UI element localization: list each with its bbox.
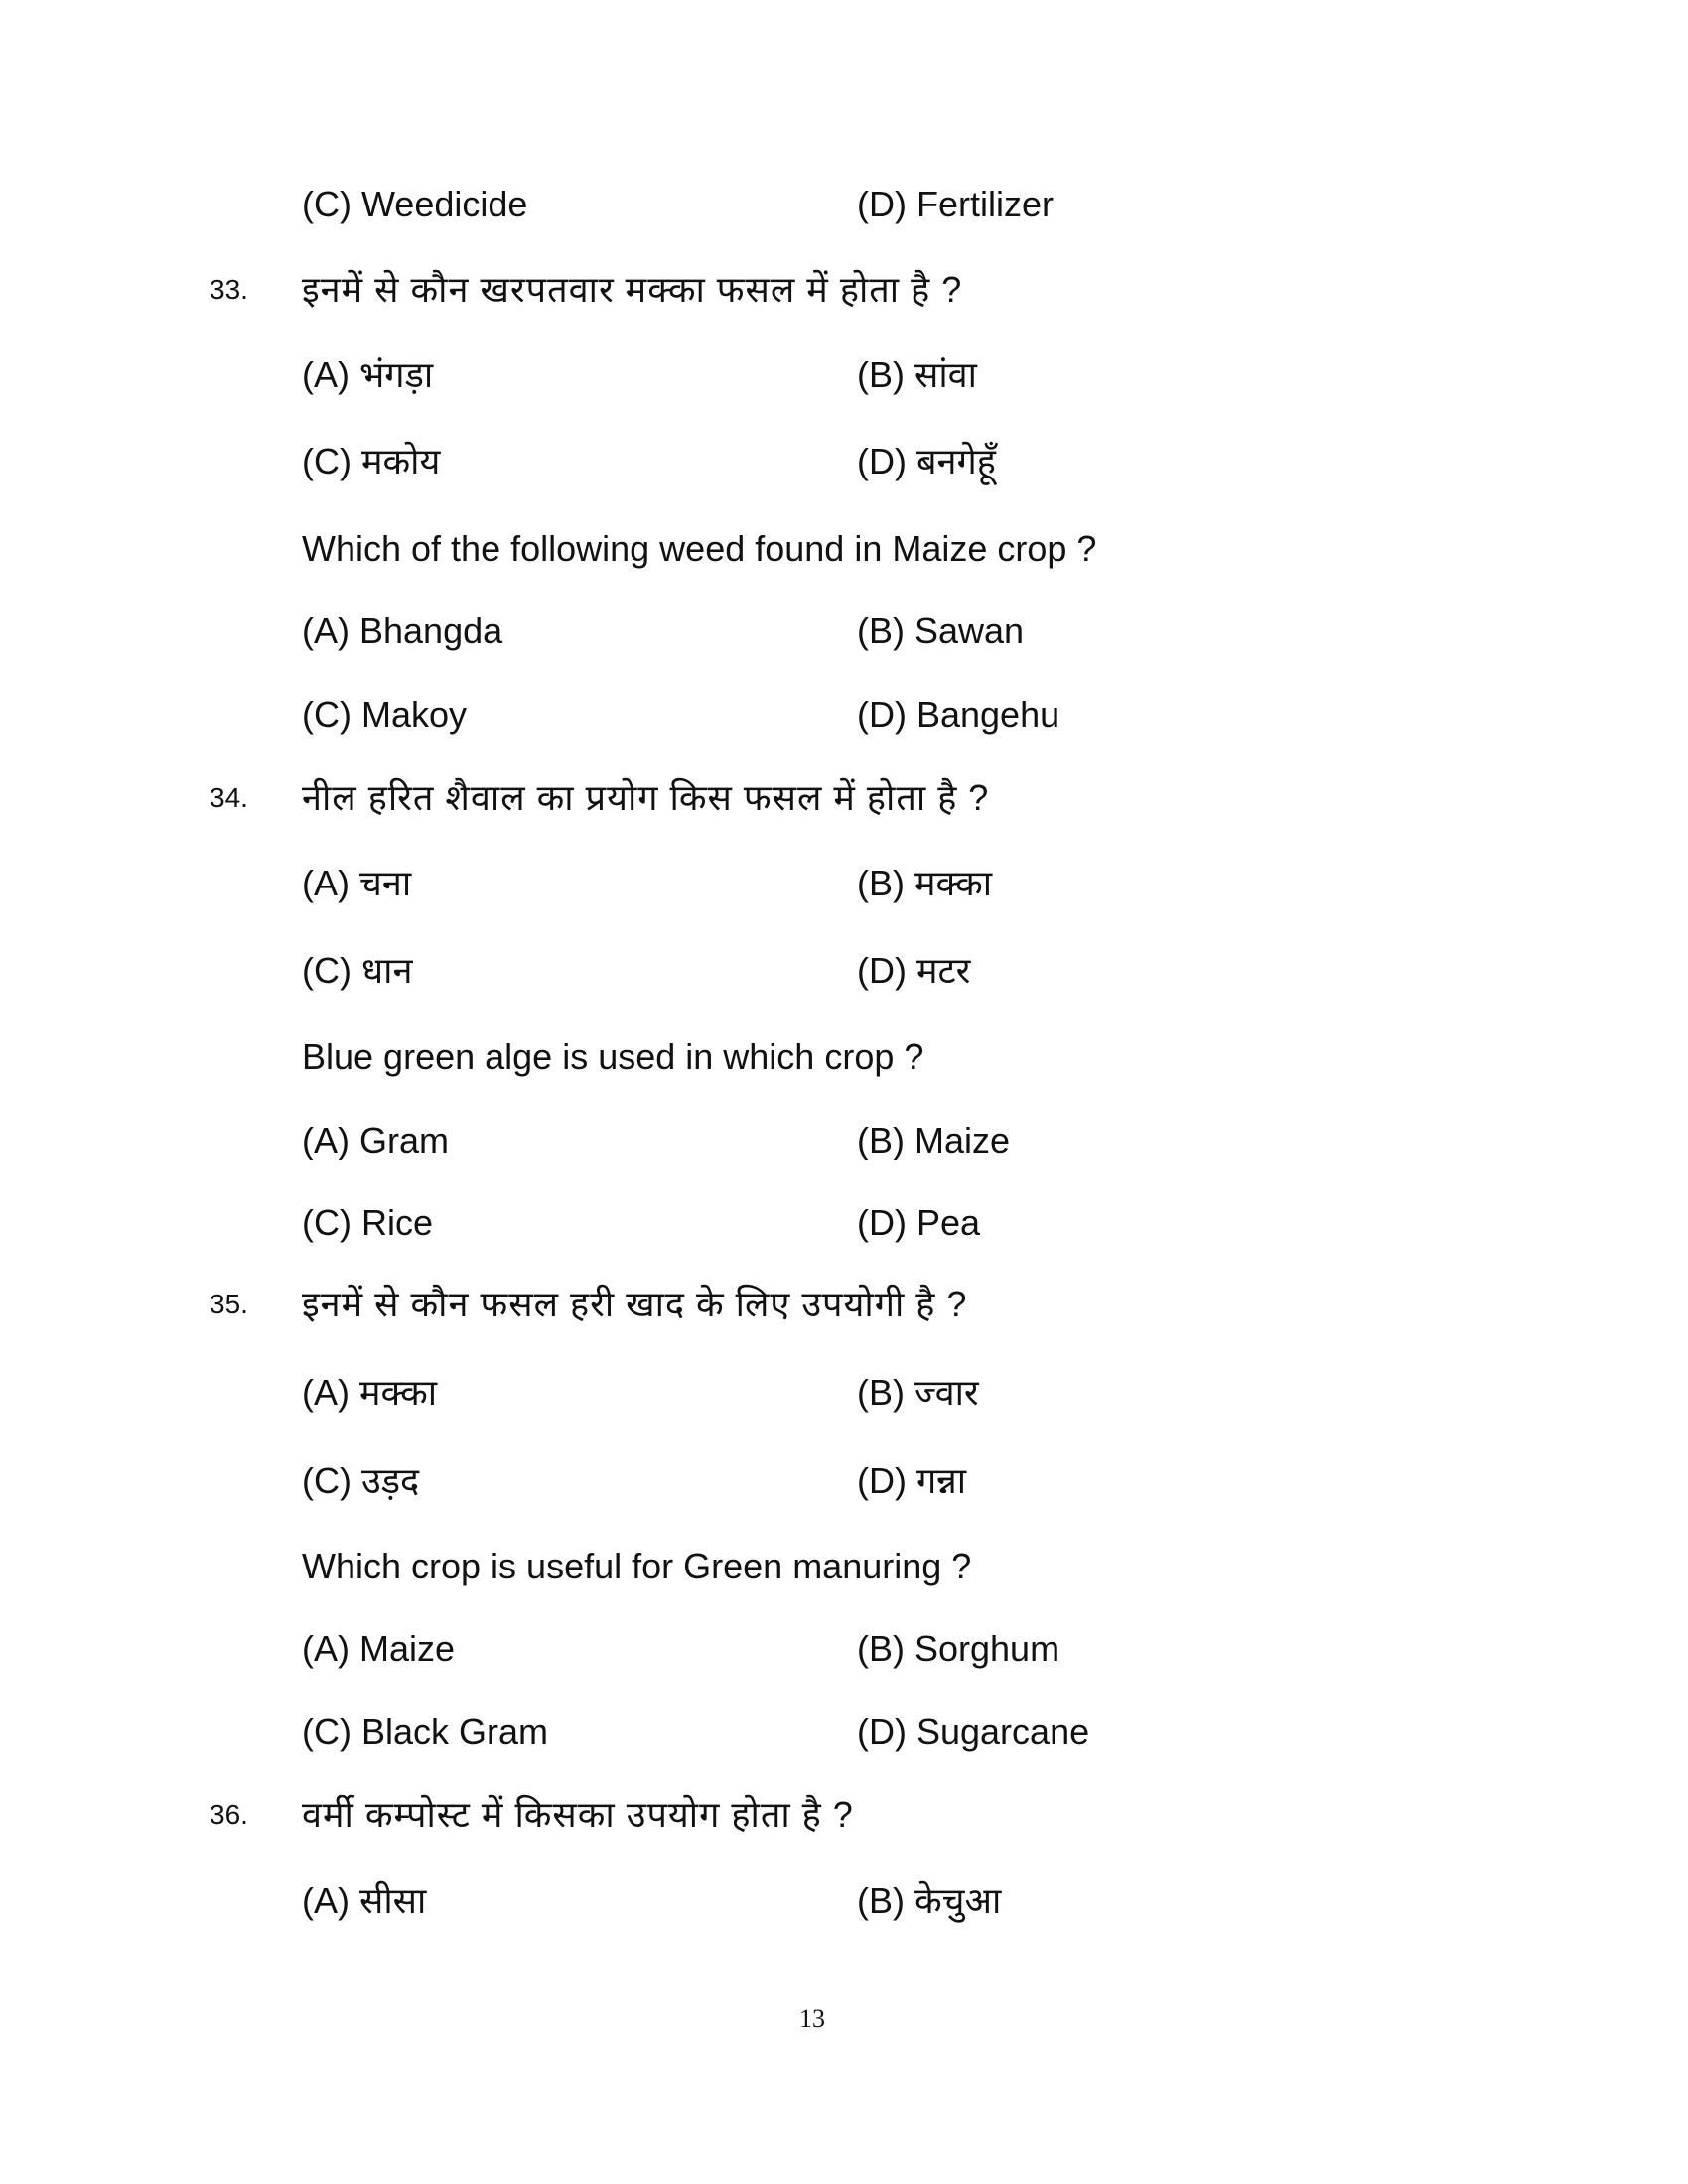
question-text-hindi: नील हरित शैवाल का प्रयोग किस फसल में होता है ? <box>302 777 990 818</box>
option-english-c: (C) Black Gram <box>302 1711 549 1752</box>
option-hindi-a: (A) चना <box>302 863 412 903</box>
option-english-d: (D) Sugarcane <box>857 1711 1090 1752</box>
option-hindi-b: (B) ज्वार <box>857 1372 979 1413</box>
question-number: 35. <box>210 1289 248 1319</box>
option-hindi-d: (D) बनगेहूँ <box>857 441 996 481</box>
option-hindi-d: (D) गन्ना <box>857 1460 967 1501</box>
question-text-hindi: इनमें से कौन खरपतवार मक्का फसल में होता है ? <box>302 269 963 310</box>
option-hindi-b: (B) मक्का <box>857 863 993 903</box>
option-english-c: (C) Rice <box>302 1202 433 1243</box>
option-english-b: (B) Maize <box>857 1120 1011 1160</box>
option-hindi-a: (A) मक्का <box>302 1372 438 1413</box>
question-number: 33. <box>210 274 248 305</box>
option-hindi-c: (C) धान <box>302 950 413 991</box>
question-text-hindi: इनमें से कौन फसल हरी खाद के लिए उपयोगी है ? <box>302 1284 968 1324</box>
option-english-d: (D) Bangehu <box>857 694 1060 735</box>
option-english-a: (A) Bhangda <box>302 611 503 651</box>
question-text-english: Which of the following weed found in Maize crop ? <box>302 528 1097 569</box>
question-number: 36. <box>210 1799 248 1830</box>
option-hindi-a: (A) सीसा <box>302 1880 427 1921</box>
option-hindi-c: (C) मकोय <box>302 441 441 481</box>
option-hindi-d: (D) मटर <box>857 950 971 991</box>
option-english-d: (D) Pea <box>857 1202 981 1243</box>
option-english-b: (B) Sorghum <box>857 1628 1060 1669</box>
option-english-a: (A) Gram <box>302 1120 449 1160</box>
option-hindi-a: (A) भंगड़ा <box>302 354 434 395</box>
option-hindi-c: (C) उड़द <box>302 1460 420 1501</box>
option-english-c: (C) Makoy <box>302 694 468 735</box>
page-number: 13 <box>799 2004 825 2033</box>
question-text-english: Blue green alge is used in which crop ? <box>302 1036 924 1077</box>
option-hindi-b: (B) सांवा <box>857 354 977 395</box>
question-text-hindi: वर्मी कम्पोस्ट में किसका उपयोग होता है ? <box>302 1794 854 1835</box>
question-text-english: Which crop is useful for Green manuring ? <box>302 1546 972 1586</box>
option-english-b: (B) Sawan <box>857 611 1025 651</box>
option-english-a: (A) Maize <box>302 1628 456 1669</box>
option-hindi-b: (B) केचुआ <box>857 1880 1002 1921</box>
option-d-fertilizer: (D) Fertilizer <box>857 184 1054 224</box>
question-number: 34. <box>210 782 248 813</box>
option-c-weedicide: (C) Weedicide <box>302 184 528 224</box>
